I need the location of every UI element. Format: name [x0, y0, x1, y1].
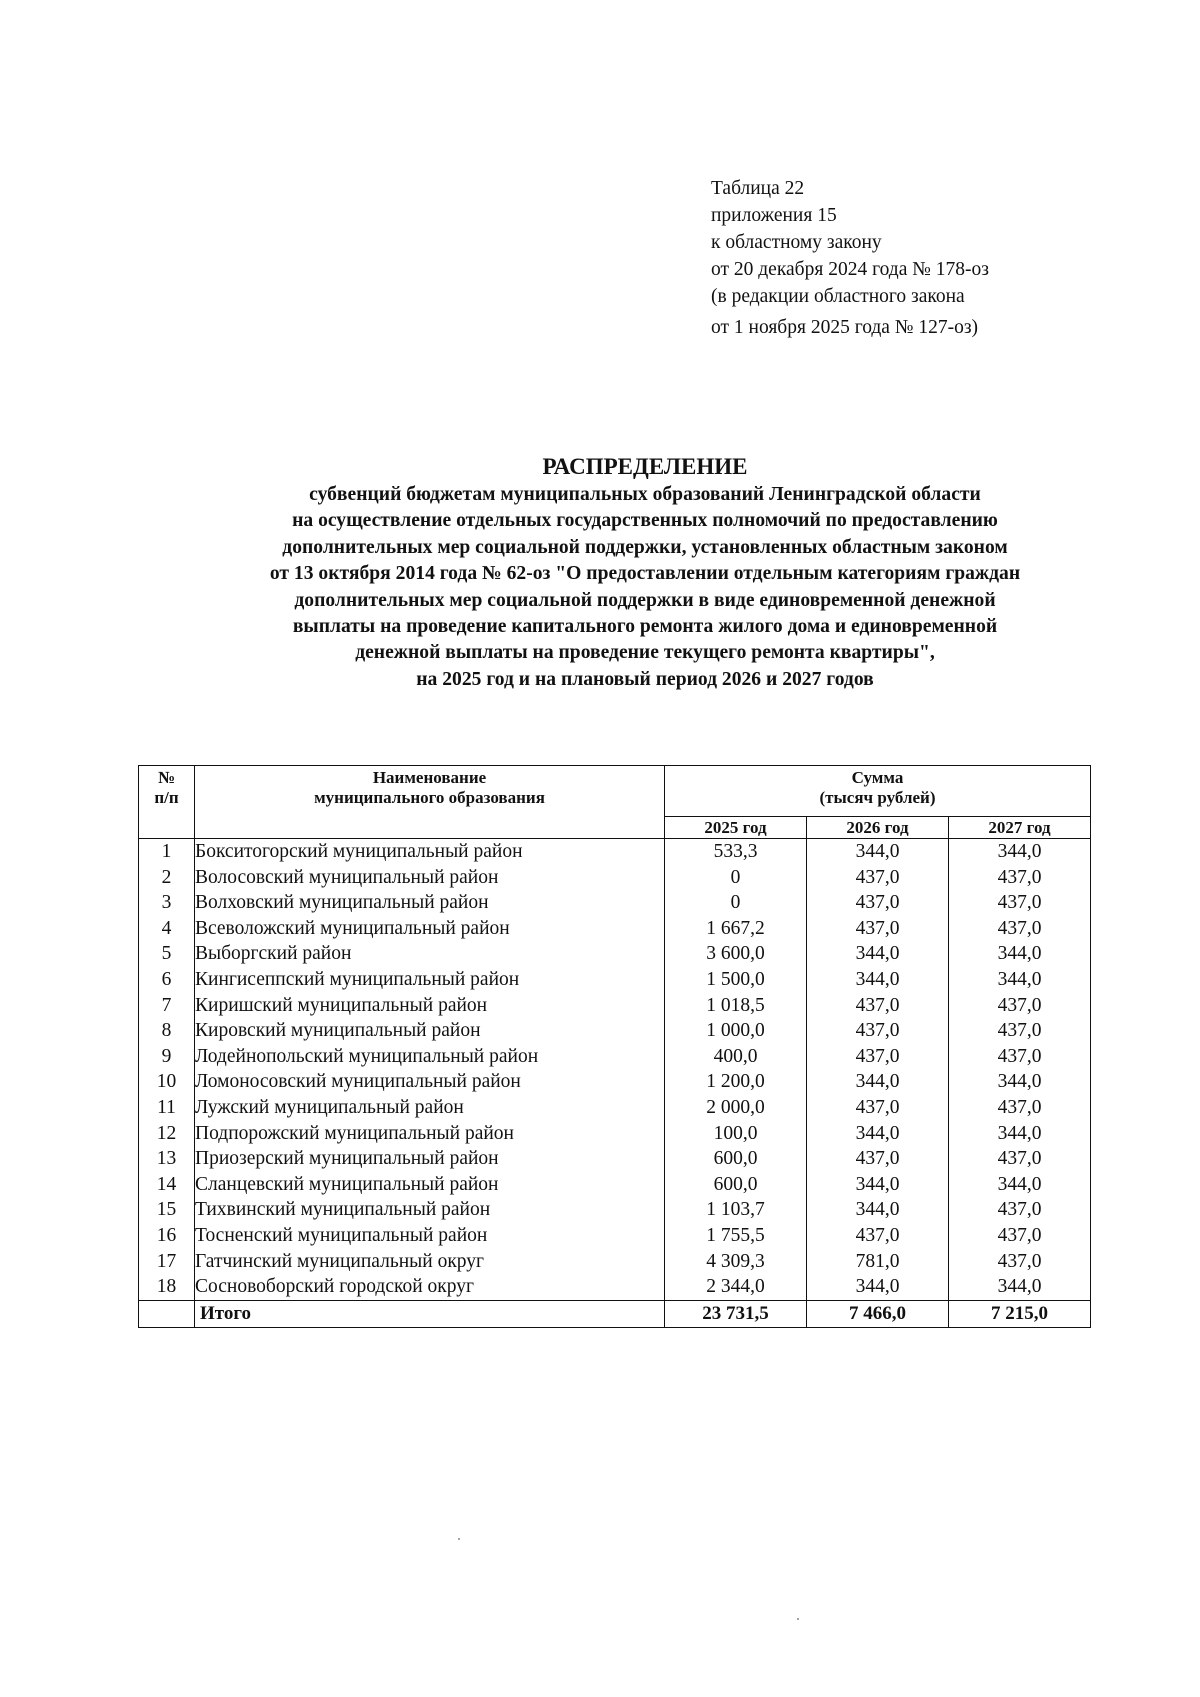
municipality-name: Бокситогорский муниципальный район — [195, 839, 665, 865]
amount-2027: 437,0 — [949, 865, 1091, 891]
amount-2027: 437,0 — [949, 1223, 1091, 1249]
municipality-name: Сосновоборский городской округ — [195, 1274, 665, 1300]
table-row — [139, 1197, 1091, 1223]
amount-2026: 344,0 — [807, 1069, 949, 1095]
amount-2027: 344,0 — [949, 941, 1091, 967]
row-number: 13 — [139, 1146, 195, 1172]
table-body — [139, 839, 1091, 1301]
row-number: 8 — [139, 1018, 195, 1044]
table-row — [139, 1095, 1091, 1121]
attachment-line: от 20 декабря 2024 года № 178-оз — [711, 259, 989, 280]
heading-line: дополнительных мер социальной поддержки в виде единовременной денежной — [294, 589, 996, 611]
amount-2026: 437,0 — [807, 1095, 949, 1121]
heading-line: дополнительных мер социальной поддержки, установленных областным законом — [282, 536, 1008, 558]
municipality-name: Волховский муниципальный район — [195, 890, 665, 916]
row-number: 5 — [139, 941, 195, 967]
municipality-name: Волосовский муниципальный район — [195, 865, 665, 891]
municipality-name: Всеволожский муниципальный район — [195, 916, 665, 942]
amount-2026: 344,0 — [807, 941, 949, 967]
amount-2026: 437,0 — [807, 1044, 949, 1070]
municipality-name: Кировский муниципальный район — [195, 1018, 665, 1044]
attachment-line: к областному закону — [711, 232, 882, 253]
amount-2026: 437,0 — [807, 865, 949, 891]
table-row — [139, 1121, 1091, 1147]
row-number: 14 — [139, 1172, 195, 1198]
municipality-name: Ломоносовский муниципальный район — [195, 1069, 665, 1095]
year-header-2025: 2025 год — [665, 817, 807, 839]
amount-2026: 344,0 — [807, 1172, 949, 1198]
number-header-line: № — [157, 768, 176, 787]
table-row — [139, 1249, 1091, 1275]
amount-2027: 344,0 — [949, 1121, 1091, 1147]
amount-2025: 1 000,0 — [665, 1018, 807, 1044]
amount-2027: 437,0 — [949, 890, 1091, 916]
table-row — [139, 1044, 1091, 1070]
amount-2025: 1 018,5 — [665, 993, 807, 1019]
amount-2026: 344,0 — [807, 839, 949, 865]
total-label: Итого — [195, 1300, 665, 1327]
amount-2026: 437,0 — [807, 1146, 949, 1172]
row-number: 18 — [139, 1274, 195, 1300]
sum-header-line: Сумма — [851, 768, 904, 787]
amount-2027: 344,0 — [949, 839, 1091, 865]
table-row — [139, 1274, 1091, 1300]
amount-2025: 100,0 — [665, 1121, 807, 1147]
table-row — [139, 1018, 1091, 1044]
table-row — [139, 839, 1091, 865]
table-row — [139, 1223, 1091, 1249]
row-number: 1 — [139, 839, 195, 865]
row-number: 16 — [139, 1223, 195, 1249]
amount-2025: 2 344,0 — [665, 1274, 807, 1300]
amount-2025: 2 000,0 — [665, 1095, 807, 1121]
amount-2025: 1 200,0 — [665, 1069, 807, 1095]
amount-2027: 437,0 — [949, 1018, 1091, 1044]
attachment-line: приложения 15 — [711, 205, 837, 226]
amount-2027: 344,0 — [949, 1274, 1091, 1300]
municipality-name: Лодейнопольский муниципальный район — [195, 1044, 665, 1070]
municipality-name: Тосненский муниципальный район — [195, 1223, 665, 1249]
amount-2027: 344,0 — [949, 1069, 1091, 1095]
heading-line: денежной выплаты на проведение текущего ремонта квартиры", — [355, 642, 935, 664]
attachment-line: Таблица 22 — [711, 178, 805, 199]
amount-2027: 437,0 — [949, 1249, 1091, 1275]
municipality-name: Лужский муниципальный район — [195, 1095, 665, 1121]
name-header-line: Наименование — [372, 768, 487, 787]
scan-speck — [797, 1618, 799, 1620]
amount-2026: 344,0 — [807, 1274, 949, 1300]
amount-2026: 344,0 — [807, 967, 949, 993]
document-heading — [140, 452, 1150, 693]
amount-2026: 437,0 — [807, 890, 949, 916]
attachment-line: от 1 ноября 2025 года № 127-оз) — [711, 317, 979, 338]
year-header-2026: 2026 год — [807, 817, 949, 839]
number-header-line: п/п — [154, 788, 179, 807]
total-2026: 7 466,0 — [807, 1300, 949, 1327]
row-number: 10 — [139, 1069, 195, 1095]
row-number: 11 — [139, 1095, 195, 1121]
total-num-cell — [139, 1300, 195, 1327]
amount-2027: 437,0 — [949, 916, 1091, 942]
amount-2025: 4 309,3 — [665, 1249, 807, 1275]
year-header-2027: 2027 год — [949, 817, 1091, 839]
row-number: 4 — [139, 916, 195, 942]
amount-2025: 1 755,5 — [665, 1223, 807, 1249]
row-number: 2 — [139, 865, 195, 891]
table-row — [139, 1146, 1091, 1172]
total-2027: 7 215,0 — [949, 1300, 1091, 1327]
municipality-name: Киришский муниципальный район — [195, 993, 665, 1019]
amount-2027: 437,0 — [949, 1146, 1091, 1172]
amount-2027: 344,0 — [949, 1172, 1091, 1198]
row-number: 17 — [139, 1249, 195, 1275]
amount-2025: 1 103,7 — [665, 1197, 807, 1223]
row-number: 9 — [139, 1044, 195, 1070]
amount-2025: 1 500,0 — [665, 967, 807, 993]
amount-2025: 600,0 — [665, 1146, 807, 1172]
municipality-name: Выборгский район — [195, 941, 665, 967]
amount-2025: 3 600,0 — [665, 941, 807, 967]
municipality-name: Кингисеппский муниципальный район — [195, 967, 665, 993]
attachment-reference — [711, 175, 989, 341]
row-number: 15 — [139, 1197, 195, 1223]
amount-2026: 437,0 — [807, 1223, 949, 1249]
attachment-line: (в редакции областного закона — [711, 286, 965, 307]
amount-2025: 533,3 — [665, 839, 807, 865]
number-column-header — [139, 766, 195, 839]
table-row — [139, 967, 1091, 993]
amount-2025: 1 667,2 — [665, 916, 807, 942]
table-row — [139, 865, 1091, 891]
amount-2025: 600,0 — [665, 1172, 807, 1198]
document-title: РАСПРЕДЕЛЕНИЕ — [542, 454, 748, 479]
amount-2026: 344,0 — [807, 1121, 949, 1147]
municipality-name: Гатчинский муниципальный округ — [195, 1249, 665, 1275]
heading-line: на 2025 год и на плановый период 2026 и 2027 годов — [416, 668, 874, 690]
amount-2026: 344,0 — [807, 1197, 949, 1223]
scan-speck — [458, 1538, 460, 1540]
municipality-name: Подпорожский муниципальный район — [195, 1121, 665, 1147]
amount-2027: 437,0 — [949, 1044, 1091, 1070]
table-row — [139, 993, 1091, 1019]
row-number: 7 — [139, 993, 195, 1019]
heading-line: от 13 октября 2014 года № 62-оз "О предоставлении отдельным категориям граждан — [269, 563, 1021, 585]
row-number: 12 — [139, 1121, 195, 1147]
amount-2026: 781,0 — [807, 1249, 949, 1275]
row-number: 6 — [139, 967, 195, 993]
amount-2027: 344,0 — [949, 967, 1091, 993]
sum-column-header — [665, 766, 1091, 817]
table-row — [139, 1172, 1091, 1198]
municipality-name: Тихвинский муниципальный район — [195, 1197, 665, 1223]
table-row — [139, 890, 1091, 916]
amount-2027: 437,0 — [949, 1197, 1091, 1223]
distribution-table — [138, 765, 1091, 1328]
heading-line: субвенций бюджетам муниципальных образований Ленинградской области — [309, 484, 981, 505]
row-number: 3 — [139, 890, 195, 916]
heading-line: выплаты на проведение капитального ремонта жилого дома и единовременной — [292, 616, 998, 638]
name-column-header — [195, 766, 665, 839]
amount-2026: 437,0 — [807, 993, 949, 1019]
table-row — [139, 1069, 1091, 1095]
heading-line: на осуществление отдельных государственных полномочий по предоставлению — [292, 510, 998, 532]
amount-2027: 437,0 — [949, 993, 1091, 1019]
name-header-line: муниципального образования — [314, 788, 545, 807]
sum-header-line: (тысяч рублей) — [819, 788, 936, 807]
amount-2025: 400,0 — [665, 1044, 807, 1070]
municipality-name: Приозерский муниципальный район — [195, 1146, 665, 1172]
amount-2027: 437,0 — [949, 1095, 1091, 1121]
amount-2026: 437,0 — [807, 1018, 949, 1044]
amount-2026: 437,0 — [807, 916, 949, 942]
total-2025: 23 731,5 — [665, 1300, 807, 1327]
total-row — [139, 1300, 1091, 1327]
table-row — [139, 941, 1091, 967]
table-row — [139, 916, 1091, 942]
municipality-name: Сланцевский муниципальный район — [195, 1172, 665, 1198]
amount-2025: 0 — [665, 865, 807, 891]
amount-2025: 0 — [665, 890, 807, 916]
